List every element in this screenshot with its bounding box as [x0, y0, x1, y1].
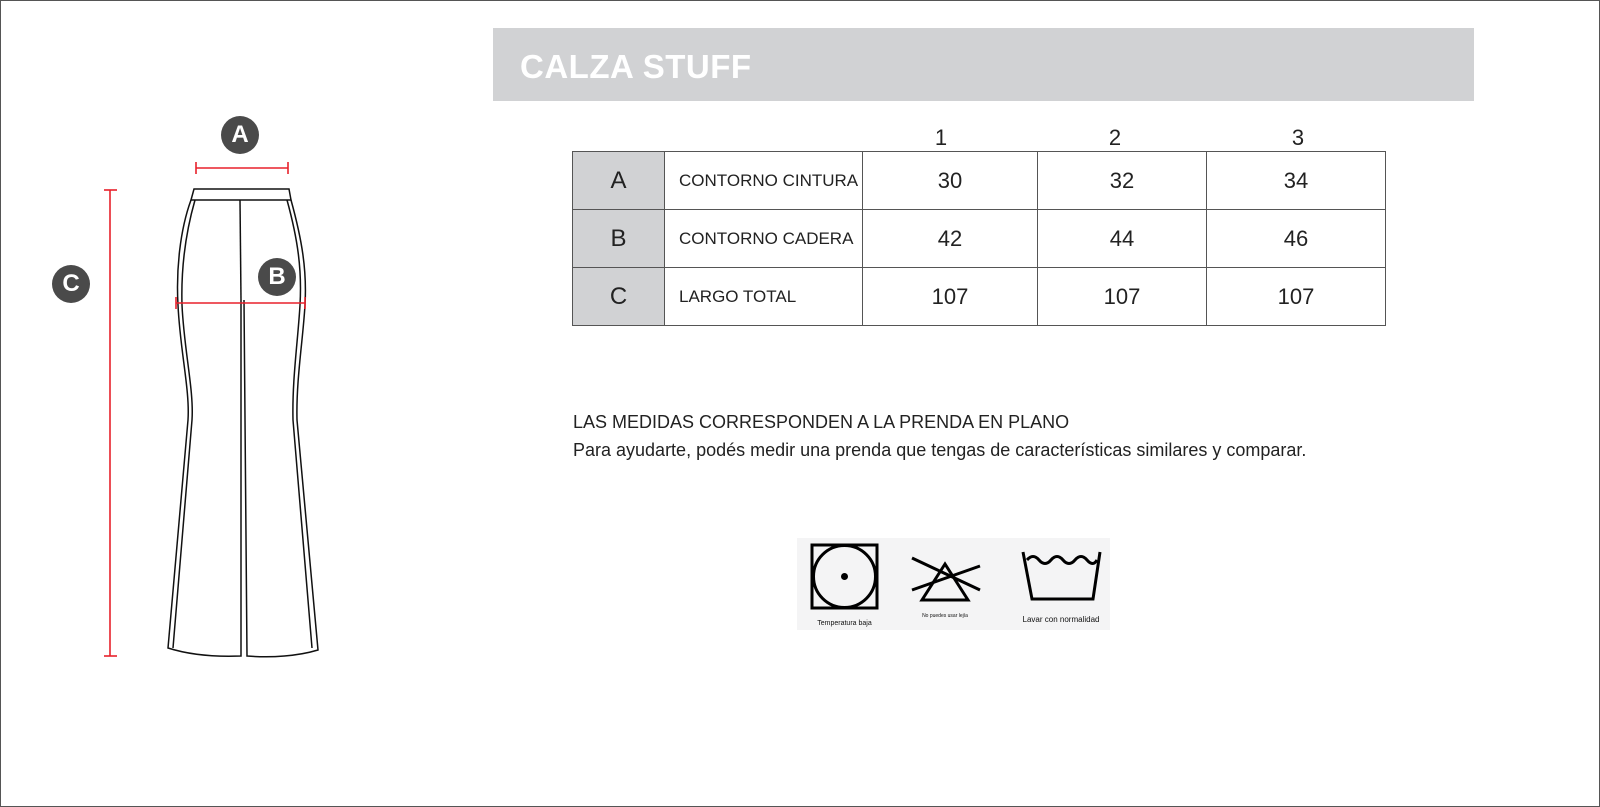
table-row [573, 152, 1386, 210]
cell-value: 46 [1207, 210, 1386, 268]
cell-value: 107 [1038, 268, 1207, 326]
cell-value: 44 [1038, 210, 1207, 268]
size-header-2: 2 [1108, 125, 1122, 150]
table-row [573, 268, 1386, 326]
cell-value: 107 [863, 268, 1038, 326]
table-row [573, 210, 1386, 268]
care-label: Lavar con normalidad [1022, 615, 1100, 624]
badge-c: C [52, 265, 90, 303]
care-label: No puedes usar lejía [922, 613, 968, 619]
cell-value: 107 [1207, 268, 1386, 326]
cell-value: 34 [1207, 152, 1386, 210]
pants-outline [168, 189, 318, 657]
wash-normal-icon [1023, 552, 1100, 599]
note-heading: LAS MEDIDAS CORRESPONDEN A LA PRENDA EN PLANO [573, 412, 1070, 432]
size-table [572, 151, 1386, 326]
row-label: CONTORNO CINTURA [665, 152, 863, 210]
row-label: CONTORNO CADERA [665, 210, 863, 268]
cell-value: 30 [863, 152, 1038, 210]
size-header-3: 3 [1291, 125, 1305, 150]
care-instructions [797, 538, 1110, 630]
badge-a: A [221, 116, 259, 154]
size-header-1: 1 [934, 125, 948, 150]
page-title: CALZA STUFF [520, 48, 752, 85]
note-text: Para ayudarte, podés medir una prenda que tengas de características similares y comparar. [573, 440, 1307, 460]
tumble-dry-low-icon [812, 545, 877, 608]
row-key: C [573, 268, 665, 326]
cell-value: 42 [863, 210, 1038, 268]
cell-value: 32 [1038, 152, 1207, 210]
row-key: B [573, 210, 665, 268]
care-label: Temperatura baja [817, 620, 872, 627]
measure-lines [104, 162, 305, 656]
no-bleach-icon [912, 558, 980, 600]
row-label: LARGO TOTAL [665, 268, 863, 326]
badge-b: B [258, 258, 296, 296]
row-key: A [573, 152, 665, 210]
